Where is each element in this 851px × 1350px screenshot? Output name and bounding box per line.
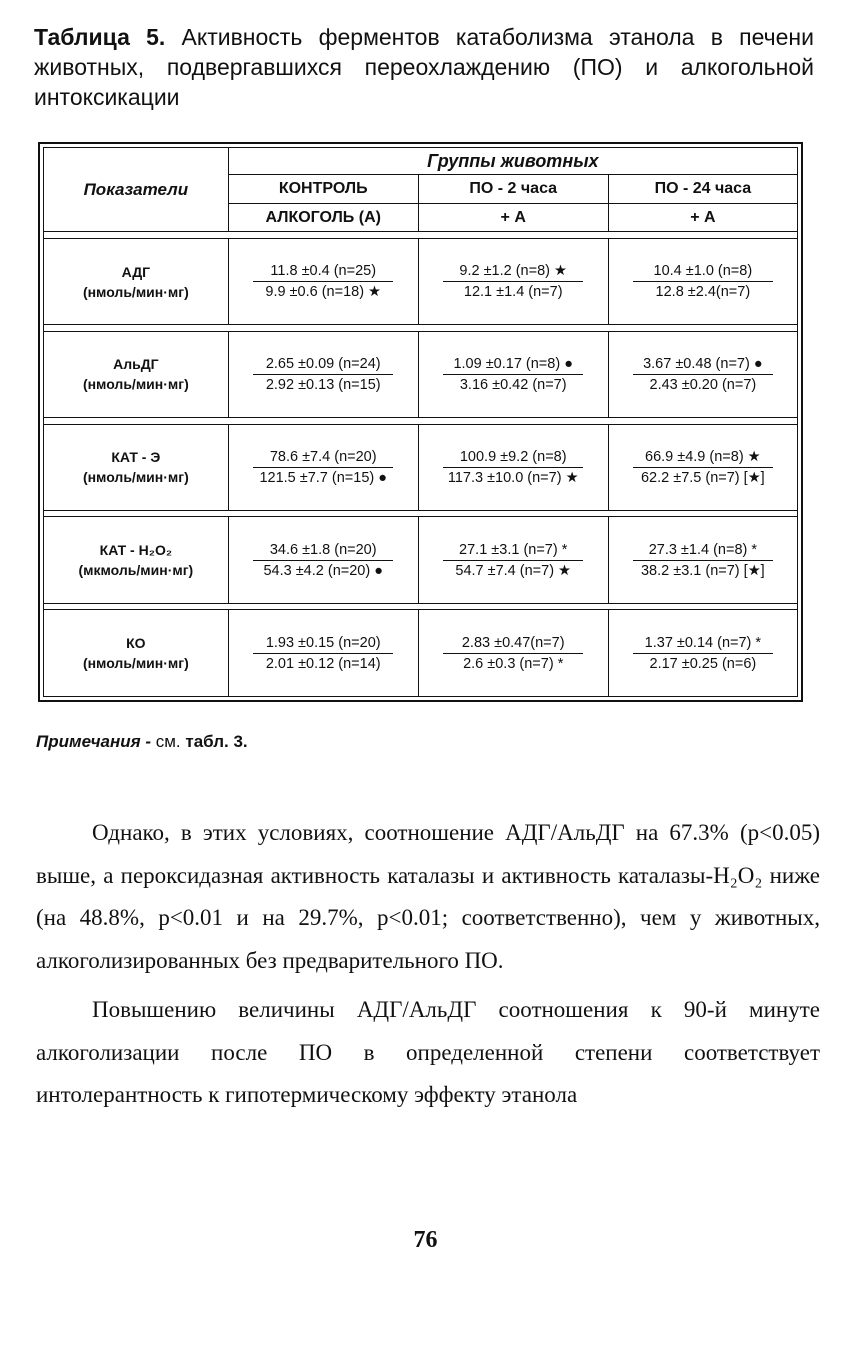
value-lower: 117.3 ±10.0 (n=7) ★ (447, 469, 579, 486)
indicator-unit: (нмоль/мин·мг) (82, 655, 189, 672)
value-upper: 27.1 ±3.1 (n=7) * (443, 541, 583, 561)
paragraph: Однако, в этих условиях, соотношение АДГ/АльДГ на 67.3% (p<0.05) выше, а пероксидазная активность каталазы и активность каталазы-H₂O₂ ниже (на 48.8%, p<0.01 и на 29.7%, p<0.01; соответственно), чем у животных, алкоголизированных без предварительного ПО. (36, 820, 820, 973)
value-upper: 78.6 ±7.4 (n=20) (253, 448, 393, 468)
indicator-unit: (нмоль/мин·мг) (82, 469, 189, 486)
value-cell (418, 610, 608, 697)
indicator-name: КО (126, 635, 146, 652)
value-upper: 3.67 ±0.48 (n=7) ● (633, 355, 772, 375)
value-lower: 2.17 ±0.25 (n=6) (649, 655, 757, 672)
paragraph: Повышению величины АДГ/АльДГ соотношения к 90-й минуте алкоголизации после ПО в определенной степени соответствует интолерантность к гипотермическому эффекту этанола (36, 997, 820, 1107)
value-upper: 27.3 ±1.4 (n=8) * (633, 541, 772, 561)
indicator-cell (44, 610, 229, 697)
value-upper: 2.65 ±0.09 (n=24) (253, 355, 393, 375)
table-row (44, 238, 798, 325)
body-text (36, 812, 820, 1117)
value-cell (418, 238, 608, 325)
value-upper: 2.83 ±0.47(n=7) (443, 634, 583, 654)
value-lower: 3.16 ±0.42 (n=7) (459, 376, 567, 393)
column-header-bottom: + А (418, 203, 608, 232)
indicator-unit: (мкмоль/мин·мг) (78, 562, 194, 579)
value-lower: 54.3 ±4.2 (n=20) ● (263, 562, 383, 579)
value-cell (228, 238, 418, 325)
value-lower: 62.2 ±7.5 (n=7) [★] (640, 469, 765, 486)
value-cell (418, 424, 608, 511)
notes-label: Примечания - (36, 732, 152, 751)
value-cell (228, 424, 418, 511)
column-header-top: ПО - 24 часа (608, 175, 797, 204)
value-lower: 54.7 ±7.4 (n=7) ★ (455, 562, 572, 579)
table-row (44, 331, 798, 418)
value-upper: 100.9 ±9.2 (n=8) (443, 448, 583, 468)
table-row (44, 517, 798, 604)
column-header-bottom: АЛКОГОЛЬ (А) (228, 203, 418, 232)
indicator-cell (44, 424, 229, 511)
indicator-name: КАТ - H₂O₂ (99, 542, 173, 559)
notes-reference: табл. 3. (185, 732, 248, 751)
value-cell (228, 610, 418, 697)
value-upper: 66.9 ±4.9 (n=8) ★ (633, 448, 772, 468)
value-upper: 1.93 ±0.15 (n=20) (253, 634, 393, 654)
groups-header: Группы животных (228, 148, 797, 175)
value-lower: 2.92 ±0.13 (n=15) (265, 376, 381, 393)
table-notes (36, 732, 248, 752)
value-lower: 12.1 ±1.4 (n=7) (463, 284, 563, 301)
value-upper: 1.09 ±0.17 (n=8) ● (443, 355, 583, 375)
value-lower: 38.2 ±3.1 (n=7) [★] (640, 562, 765, 579)
indicator-name: КАТ - Э (111, 449, 161, 466)
value-lower: 12.8 ±2.4(n=7) (655, 284, 751, 301)
value-cell (608, 331, 797, 418)
value-cell (608, 610, 797, 697)
enzyme-activity-table (38, 142, 803, 702)
indicator-unit: (нмоль/мин·мг) (82, 376, 189, 393)
page-number: 76 (413, 1227, 438, 1253)
column-header-top: КОНТРОЛЬ (228, 175, 418, 204)
indicator-unit: (нмоль/мин·мг) (82, 283, 189, 300)
indicator-cell (44, 331, 229, 418)
indicators-header: Показатели (44, 148, 229, 232)
table-row (44, 610, 798, 697)
value-lower: 121.5 ±7.7 (n=15) ● (259, 469, 387, 486)
indicator-cell (44, 517, 229, 604)
value-cell (228, 517, 418, 604)
table-row (44, 424, 798, 511)
caption-text: Активность ферментов катаболизма этанола в печени животных, подвергавшихся переохлаждению (ПО) и алкогольной интоксикации (34, 24, 814, 110)
value-lower: 2.01 ±0.12 (n=14) (265, 655, 381, 672)
table-caption (34, 22, 814, 112)
value-cell (608, 517, 797, 604)
data-table (43, 147, 798, 697)
value-upper: 10.4 ±1.0 (n=8) (633, 262, 772, 282)
value-lower: 2.6 ±0.3 (n=7) * (463, 655, 564, 672)
indicator-name: АльДГ (113, 356, 159, 373)
value-cell (418, 517, 608, 604)
value-upper: 34.6 ±1.8 (n=20) (253, 541, 393, 561)
value-upper: 1.37 ±0.14 (n=7) * (633, 634, 772, 654)
column-header-bottom: + А (608, 203, 797, 232)
caption-label: Таблица 5. (34, 24, 166, 50)
value-cell (418, 331, 608, 418)
value-cell (608, 424, 797, 511)
value-lower: 9.9 ±0.6 (n=18) ★ (265, 284, 382, 301)
value-cell (228, 331, 418, 418)
value-upper: 11.8 ±0.4 (n=25) (253, 262, 393, 282)
indicator-name: АДГ (121, 263, 151, 280)
value-lower: 2.43 ±0.20 (n=7) (649, 376, 757, 393)
column-header-top: ПО - 2 часа (418, 175, 608, 204)
notes-middle: см. (151, 732, 186, 751)
value-upper: 9.2 ±1.2 (n=8) ★ (443, 262, 583, 282)
indicator-cell (44, 238, 229, 325)
value-cell (608, 238, 797, 325)
